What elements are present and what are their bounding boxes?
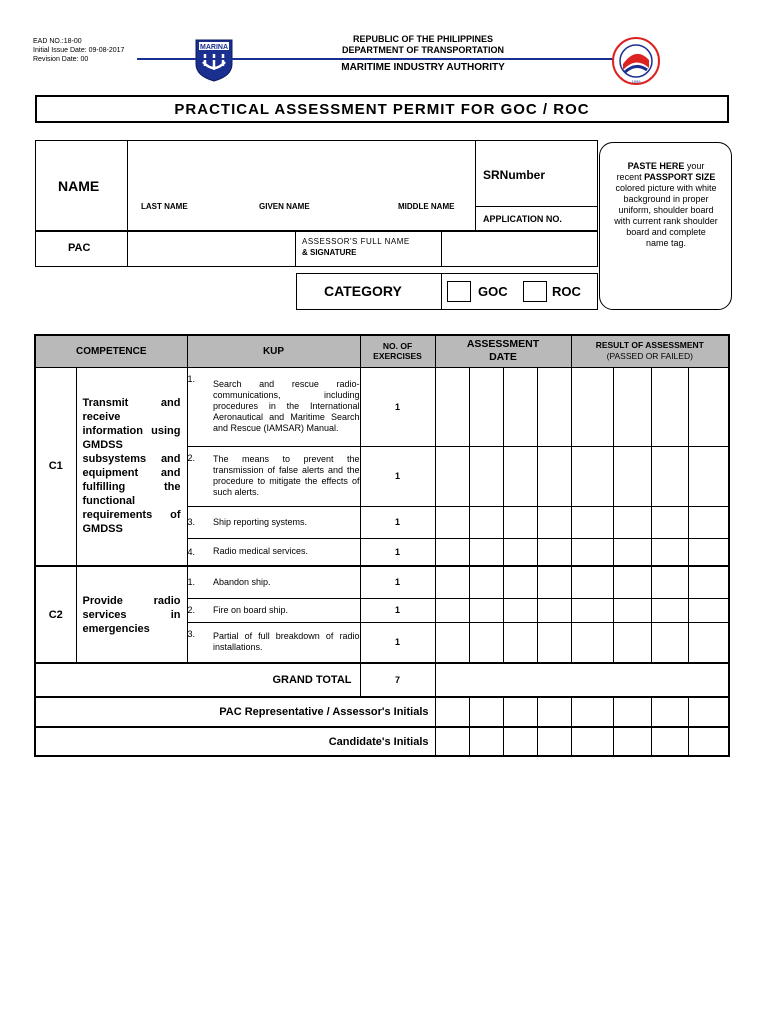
result-cell[interactable] bbox=[688, 598, 729, 622]
assessor-label-2: & SIGNATURE bbox=[302, 248, 357, 257]
kup-text: Fire on board ship. bbox=[213, 598, 360, 622]
seal-year: 1899 bbox=[631, 79, 641, 84]
grand-total-label: GRAND TOTAL bbox=[35, 663, 360, 697]
goc-label: GOC bbox=[478, 284, 508, 299]
photo-text-2: colored picture with white background in proper uniform, shoulder board with current rank shoulder board and complete name tag. bbox=[614, 183, 718, 248]
category-label: CATEGORY bbox=[324, 283, 402, 299]
table-row bbox=[35, 566, 729, 598]
date-cell[interactable] bbox=[537, 566, 571, 598]
date-cell[interactable] bbox=[537, 598, 571, 622]
exercise-count: 1 bbox=[360, 622, 435, 663]
table-row bbox=[35, 367, 729, 446]
assessor-signature-input[interactable] bbox=[442, 232, 597, 266]
date-cell[interactable] bbox=[537, 538, 571, 566]
initial-cell[interactable] bbox=[613, 697, 651, 727]
kup-text: Search and rescue radio-communications, including procedures in the International Aeronautical and Maritime Search and Rescue (IAMSAR) Manual. bbox=[213, 367, 360, 446]
department-line: DEPARTMENT OF TRANSPORTATION bbox=[342, 45, 504, 55]
result-cell[interactable] bbox=[613, 446, 651, 506]
sr-divider bbox=[475, 140, 476, 231]
result-cell[interactable] bbox=[651, 622, 688, 663]
dotr-seal bbox=[611, 36, 661, 86]
result-cell[interactable] bbox=[688, 622, 729, 663]
date-cell[interactable] bbox=[537, 446, 571, 506]
pac-divider bbox=[295, 231, 296, 267]
exercise-count: 1 bbox=[360, 506, 435, 538]
result-cell[interactable] bbox=[571, 538, 613, 566]
result-cell[interactable] bbox=[651, 538, 688, 566]
date-cell[interactable] bbox=[435, 566, 469, 598]
date-cell[interactable] bbox=[537, 506, 571, 538]
competence-header: COMPETENCE bbox=[35, 335, 187, 367]
date-cell[interactable] bbox=[503, 506, 537, 538]
kup-number: 1. bbox=[187, 566, 213, 598]
result-cell[interactable] bbox=[571, 566, 613, 598]
date-cell[interactable] bbox=[503, 367, 537, 446]
pac-initials-row bbox=[35, 697, 729, 727]
kup-text: Radio medical services. bbox=[213, 538, 360, 566]
name-label: NAME bbox=[58, 178, 100, 194]
kup-number: 4. bbox=[187, 538, 213, 566]
initial-cell[interactable] bbox=[571, 727, 613, 756]
republic-line: REPUBLIC OF THE PHILIPPINES bbox=[352, 34, 493, 44]
c1-code: C1 bbox=[35, 367, 76, 566]
exercise-count: 1 bbox=[360, 446, 435, 506]
result-cell[interactable] bbox=[688, 367, 729, 446]
date-cell[interactable] bbox=[435, 367, 469, 446]
initial-cell[interactable] bbox=[435, 697, 469, 727]
initial-cell[interactable] bbox=[537, 727, 571, 756]
exercise-count: 1 bbox=[360, 367, 435, 446]
result-header-title: RESULT OF ASSESSMENT bbox=[595, 340, 704, 351]
initial-cell[interactable] bbox=[503, 727, 537, 756]
c1-description: Transmit and receive information using GMDSS subsystems and equipment and fulfilling the functional requirements of GMDSS bbox=[76, 367, 187, 566]
photo-instructions bbox=[614, 161, 718, 249]
ead-number: EAD NO.:18-00 bbox=[33, 38, 82, 45]
sr-number-field[interactable]: SRNumber bbox=[483, 168, 546, 182]
result-cell[interactable] bbox=[571, 622, 613, 663]
date-cell[interactable] bbox=[469, 598, 503, 622]
result-cell[interactable] bbox=[651, 566, 688, 598]
result-cell[interactable] bbox=[613, 598, 651, 622]
document-meta bbox=[33, 37, 124, 64]
date-cell[interactable] bbox=[503, 446, 537, 506]
assessment-table bbox=[34, 334, 730, 757]
authority-line: MARITIME INDUSTRY AUTHORITY bbox=[341, 62, 505, 73]
date-cell[interactable] bbox=[435, 446, 469, 506]
kup-number: 3. bbox=[187, 622, 213, 663]
result-cell[interactable] bbox=[688, 446, 729, 506]
c2-code: C2 bbox=[35, 566, 76, 663]
assessor-label-1: ASSESSOR'S FULL NAME bbox=[302, 237, 410, 246]
result-cell[interactable] bbox=[651, 506, 688, 538]
revision-date: Revision Date: 00 bbox=[33, 56, 89, 63]
date-cell[interactable] bbox=[469, 566, 503, 598]
last-name-label: LAST NAME bbox=[141, 202, 188, 211]
exercises-header: NO. OF EXERCISES bbox=[360, 335, 435, 367]
passport-text: PASSPORT SIZE bbox=[644, 172, 716, 182]
result-cell[interactable] bbox=[571, 446, 613, 506]
date-cell[interactable] bbox=[503, 538, 537, 566]
date-cell[interactable] bbox=[435, 506, 469, 538]
date-cell[interactable] bbox=[469, 622, 503, 663]
date-cell[interactable] bbox=[537, 367, 571, 446]
c2-description: Provide radio services in emergencies bbox=[76, 566, 187, 663]
date-cell[interactable] bbox=[469, 506, 503, 538]
pac-input[interactable] bbox=[128, 232, 294, 266]
result-cell[interactable] bbox=[613, 538, 651, 566]
sr-rule bbox=[475, 206, 598, 207]
date-cell[interactable] bbox=[503, 598, 537, 622]
marina-logo bbox=[192, 38, 236, 82]
result-cell[interactable] bbox=[571, 598, 613, 622]
result-cell[interactable] bbox=[613, 506, 651, 538]
name-input[interactable] bbox=[128, 140, 475, 190]
kup-text: The means to prevent the transmission of false alerts and the procedure to mitigate the effects of such alerts. bbox=[213, 446, 360, 506]
agency-header bbox=[300, 34, 546, 55]
grand-total-value: 7 bbox=[360, 663, 435, 697]
initial-cell[interactable] bbox=[469, 697, 503, 727]
date-cell[interactable] bbox=[503, 566, 537, 598]
exercise-count: 1 bbox=[360, 538, 435, 566]
result-header-sub: (PASSED OR FAILED) bbox=[606, 351, 693, 362]
roc-checkbox[interactable] bbox=[523, 281, 547, 302]
marina-logo-text: MARINA bbox=[200, 44, 228, 51]
initial-cell[interactable] bbox=[469, 727, 503, 756]
date-cell[interactable] bbox=[469, 367, 503, 446]
date-cell[interactable] bbox=[435, 622, 469, 663]
kup-text: Ship reporting systems. bbox=[213, 506, 360, 538]
result-header bbox=[571, 335, 729, 367]
middle-name-label: MIDDLE NAME bbox=[398, 202, 455, 211]
given-name-label: GIVEN NAME bbox=[259, 202, 310, 211]
exercise-count: 1 bbox=[360, 566, 435, 598]
kup-number: 2. bbox=[187, 446, 213, 506]
result-cell[interactable] bbox=[571, 506, 613, 538]
initial-cell[interactable] bbox=[613, 727, 651, 756]
table-header-row bbox=[35, 335, 729, 367]
result-cell[interactable] bbox=[688, 538, 729, 566]
result-cell[interactable] bbox=[688, 506, 729, 538]
goc-checkbox[interactable] bbox=[447, 281, 471, 302]
header-rule bbox=[137, 58, 613, 60]
date-cell[interactable] bbox=[503, 622, 537, 663]
pac-label: PAC bbox=[68, 242, 91, 254]
date-cell[interactable] bbox=[435, 538, 469, 566]
assessment-date-header: ASSESSMENT DATE bbox=[435, 335, 571, 367]
grand-total-blank bbox=[435, 663, 729, 697]
date-cell[interactable] bbox=[537, 622, 571, 663]
kup-text: Abandon ship. bbox=[213, 566, 360, 598]
result-cell[interactable] bbox=[688, 566, 729, 598]
result-cell[interactable] bbox=[571, 367, 613, 446]
initial-cell[interactable] bbox=[688, 727, 729, 756]
initial-cell[interactable] bbox=[651, 727, 688, 756]
category-divider bbox=[441, 273, 442, 310]
initial-cell[interactable] bbox=[571, 697, 613, 727]
issue-date: Initial Issue Date: 09-08-2017 bbox=[33, 47, 125, 54]
kup-number: 3. bbox=[187, 506, 213, 538]
initial-cell[interactable] bbox=[688, 697, 729, 727]
exercise-count: 1 bbox=[360, 598, 435, 622]
initial-cell[interactable] bbox=[537, 697, 571, 727]
result-cell[interactable] bbox=[613, 622, 651, 663]
application-no-field[interactable]: APPLICATION NO. bbox=[483, 214, 562, 224]
initial-cell[interactable] bbox=[651, 697, 688, 727]
kup-number: 1. bbox=[187, 367, 213, 446]
paste-here-text: PASTE HERE bbox=[627, 161, 685, 171]
result-cell[interactable] bbox=[651, 598, 688, 622]
candidate-initials-label: Candidate's Initials bbox=[35, 727, 435, 756]
result-cell[interactable] bbox=[613, 566, 651, 598]
kup-number: 2. bbox=[187, 598, 213, 622]
date-cell[interactable] bbox=[435, 598, 469, 622]
grand-total-row bbox=[35, 663, 729, 697]
result-cell[interactable] bbox=[651, 367, 688, 446]
photo-text-1: your recent bbox=[616, 161, 705, 182]
roc-label: ROC bbox=[552, 284, 581, 299]
kup-header: KUP bbox=[187, 335, 360, 367]
result-cell[interactable] bbox=[651, 446, 688, 506]
page-title: PRACTICAL ASSESSMENT PERMIT FOR GOC / ROC bbox=[35, 95, 729, 123]
result-cell[interactable] bbox=[613, 367, 651, 446]
kup-text: Partial of full breakdown of radio installations. bbox=[213, 622, 360, 663]
pac-initials-label: PAC Representative / Assessor's Initials bbox=[35, 697, 435, 727]
initial-cell[interactable] bbox=[435, 727, 469, 756]
date-cell[interactable] bbox=[469, 446, 503, 506]
initial-cell[interactable] bbox=[503, 697, 537, 727]
candidate-initials-row bbox=[35, 727, 729, 756]
date-cell[interactable] bbox=[469, 538, 503, 566]
